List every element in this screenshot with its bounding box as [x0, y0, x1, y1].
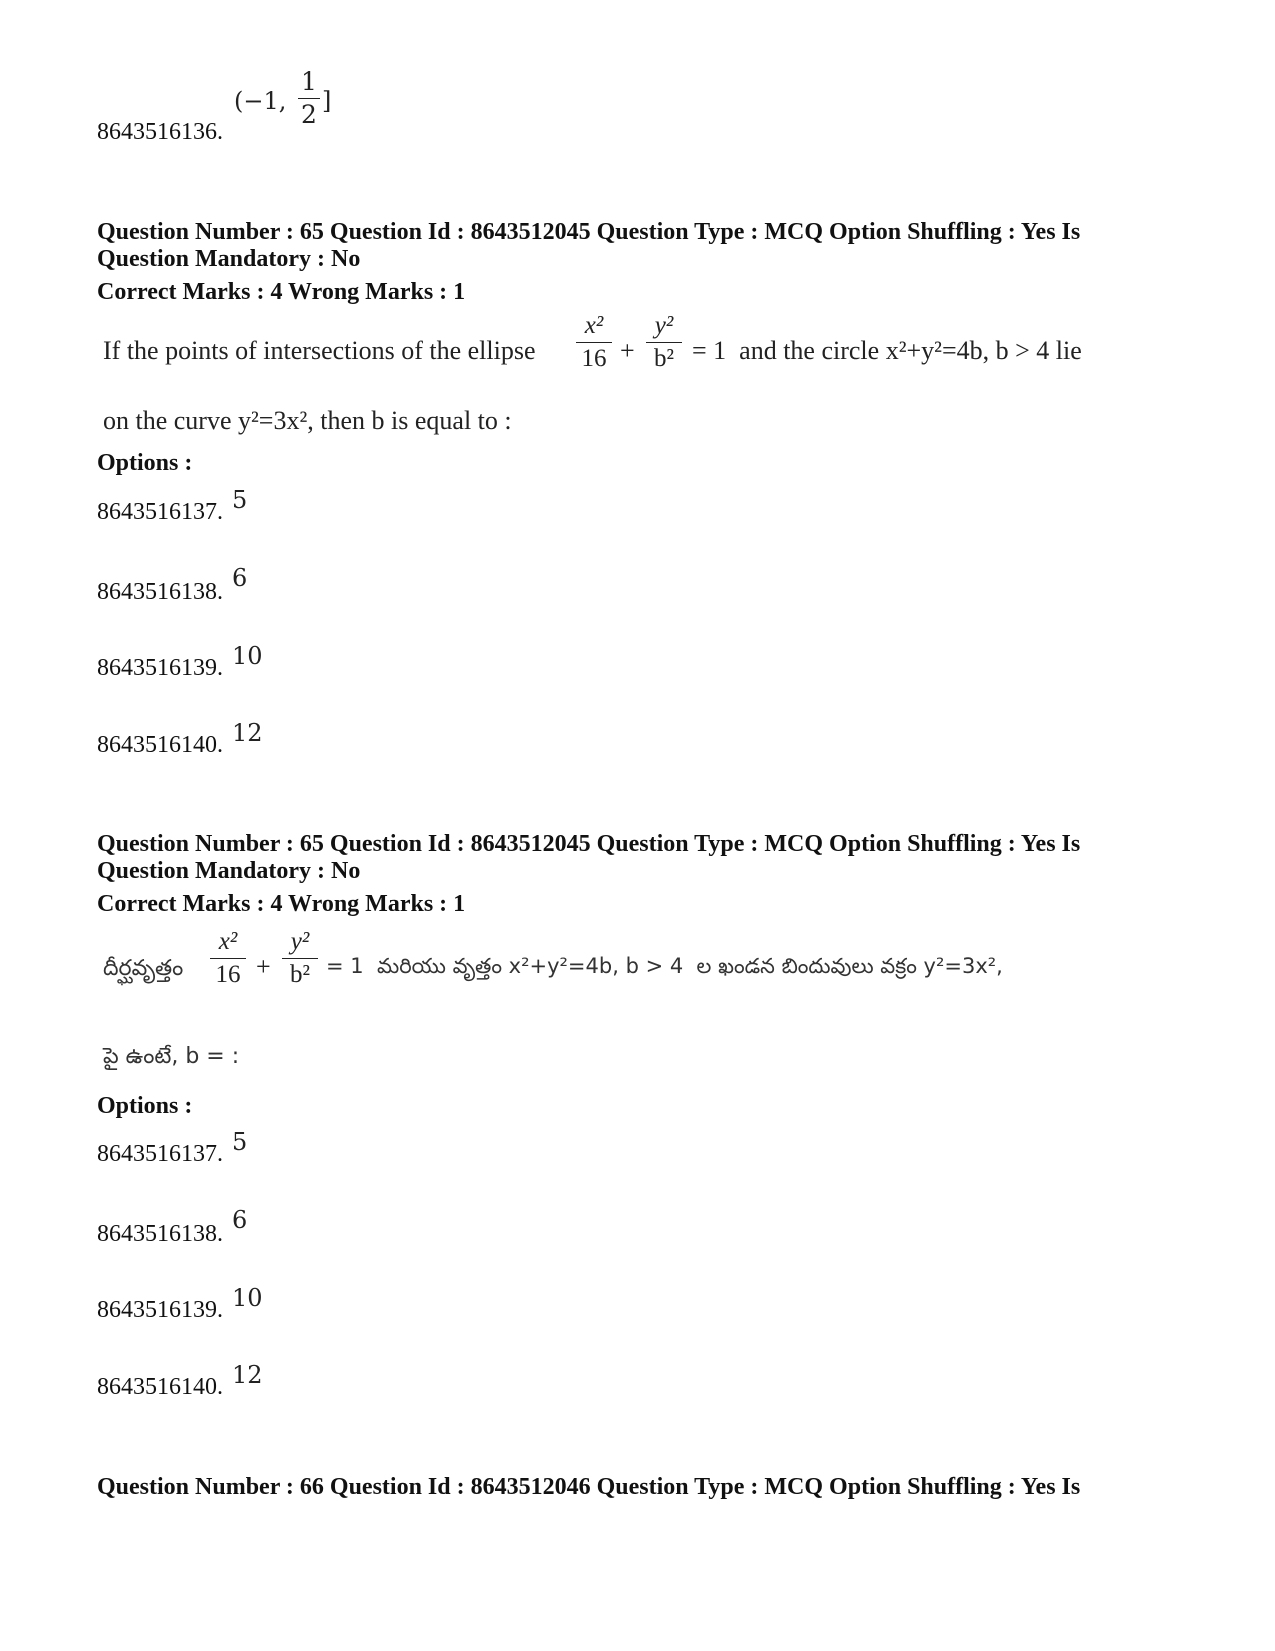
fraction-denominator: b²	[290, 961, 310, 988]
question-text-mid: = 1 మరియు వృత్తం x²+y²=4b, b > 4 ల ఖండన బిందువులు వక్రం y²=3x²,	[326, 954, 1003, 978]
option-fraction	[298, 68, 320, 129]
question-marks: Correct Marks : 4 Wrong Marks : 1	[97, 279, 466, 305]
fraction-denominator: 16	[581, 345, 607, 372]
ellipse-fraction-x	[210, 928, 246, 989]
question-header-line2: Question Mandatory : No	[97, 246, 361, 272]
option-id: 8643516137.	[97, 499, 223, 525]
fraction-numerator: 1	[301, 67, 317, 96]
plus-sign: +	[256, 952, 271, 981]
fraction-denominator: b²	[654, 345, 674, 372]
option-value: 10	[232, 642, 263, 670]
fraction-bar	[576, 342, 612, 343]
option-value: 12	[232, 719, 263, 747]
option-id: 8643516137.	[97, 1141, 223, 1167]
option-value: 12	[232, 1361, 263, 1389]
fraction-numerator: y²	[290, 928, 310, 955]
question-header-line1: Question Number : 65 Question Id : 8643512045 Question Type : MCQ Option Shuffling : Yes Is	[97, 219, 1081, 245]
option-id: 8643516136.	[97, 119, 223, 145]
fraction-bar	[210, 958, 246, 959]
question-header-line1: Question Number : 66 Question Id : 8643512046 Question Type : MCQ Option Shuffling : Yes Is	[97, 1474, 1081, 1500]
option-value: 10	[232, 1284, 263, 1312]
ellipse-fraction-x	[576, 312, 612, 373]
fraction-bar	[298, 98, 320, 99]
fraction-denominator: 16	[215, 961, 241, 988]
question-text-mid: = 1 and the circle x²+y²=4b, b > 4 lie	[692, 336, 1082, 365]
option-value-close: ]	[322, 87, 332, 115]
option-value: 6	[232, 564, 248, 592]
option-value: 5	[232, 486, 248, 514]
option-id: 8643516138.	[97, 579, 223, 605]
fraction-numerator: x²	[584, 312, 604, 339]
fraction-numerator: x²	[218, 928, 238, 955]
question-text-start: If the points of intersections of the ellipse	[103, 336, 536, 365]
option-id: 8643516138.	[97, 1221, 223, 1247]
question-marks: Correct Marks : 4 Wrong Marks : 1	[97, 891, 466, 917]
option-id: 8643516139.	[97, 1297, 223, 1323]
options-label: Options :	[97, 1093, 193, 1119]
fraction-numerator: y²	[654, 312, 674, 339]
question-text-line2: on the curve y²=3x², then b is equal to :	[103, 406, 512, 435]
option-value: 5	[232, 1128, 248, 1156]
option-value-open: (−1,	[234, 87, 287, 115]
fraction-bar	[282, 958, 318, 959]
option-value: 6	[232, 1206, 248, 1234]
question-text-line2: పై ఉంటే, b = :	[103, 1044, 240, 1069]
fraction-bar	[646, 342, 682, 343]
question-text-start: దీర్ఘవృత్తం	[103, 956, 184, 981]
option-id: 8643516140.	[97, 732, 223, 758]
plus-sign: +	[620, 336, 635, 365]
options-label: Options :	[97, 450, 193, 476]
question-header-line2: Question Mandatory : No	[97, 858, 361, 884]
option-id: 8643516140.	[97, 1374, 223, 1400]
option-id: 8643516139.	[97, 655, 223, 681]
fraction-denominator: 2	[301, 100, 317, 129]
ellipse-fraction-y	[646, 312, 682, 373]
question-header-line1: Question Number : 65 Question Id : 8643512045 Question Type : MCQ Option Shuffling : Yes Is	[97, 831, 1081, 857]
ellipse-fraction-y	[282, 928, 318, 989]
